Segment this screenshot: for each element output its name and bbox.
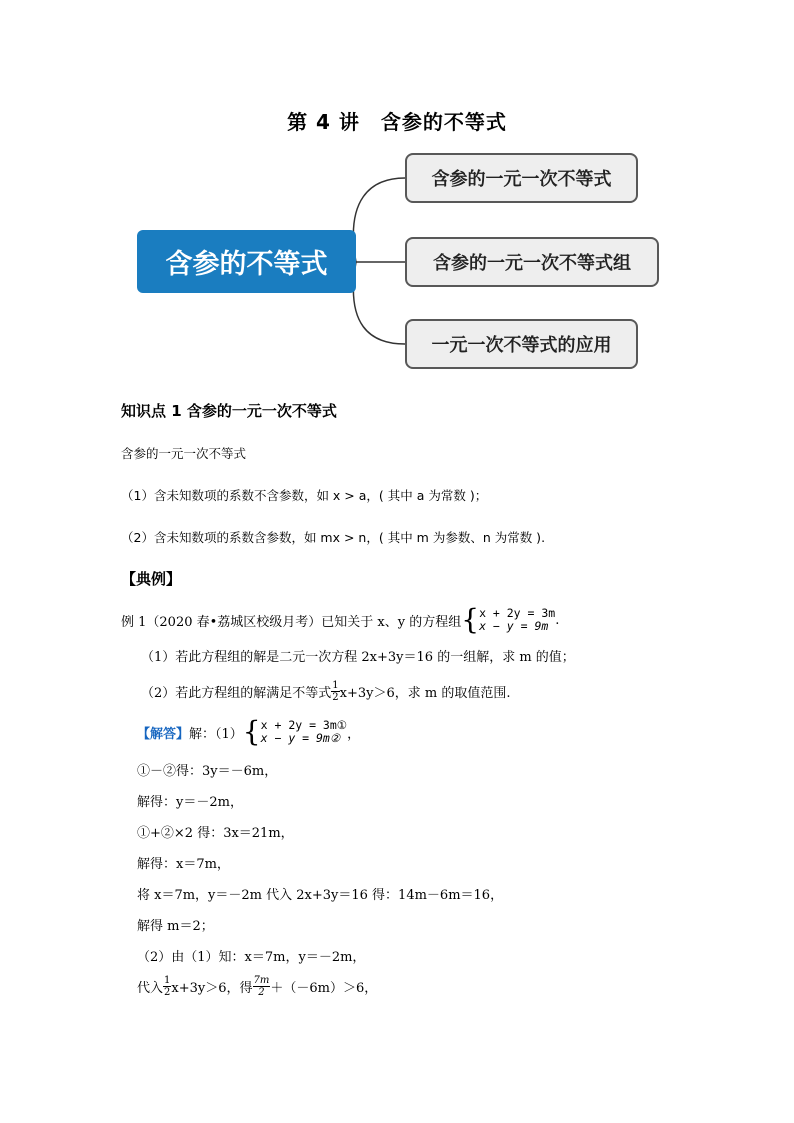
example-intro-line (121, 603, 560, 636)
fraction-half (331, 680, 339, 703)
solution-line-4: 解得：x＝7m， (137, 857, 230, 872)
solution-line-8-pre: 代入 (137, 981, 164, 996)
solution-line-2: 解得：y＝－2m， (137, 795, 243, 810)
fraction-numerator: 1 (164, 975, 171, 986)
solution-label: 【解答】 (137, 726, 190, 742)
system-brace: { (461, 603, 480, 636)
example-intro-text: 例 1（2020 春•荔城区校级月考）已知关于 x、y 的方程组 (121, 614, 462, 630)
fraction-denominator: 2 (258, 987, 265, 998)
fraction-numerator: 7m (253, 975, 270, 986)
example-heading: 【典例】 (121, 570, 182, 588)
system-equation-1: x + 2y = 3m (479, 606, 556, 620)
knowledge-item-1: （1）含未知数项的系数不含参数，如 x > a，( 其中 a 为常数 )； (121, 488, 488, 503)
mindmap-center-node: 含参的不等式 (137, 230, 356, 293)
solution-jie: 解：（1） (189, 726, 243, 742)
solution-line-6: 解得 m＝2； (137, 919, 214, 934)
solution-line-3: ①+②×2 得：3x＝21m， (137, 826, 294, 841)
fraction-seven-m (253, 975, 271, 998)
solution-start-line (137, 715, 361, 748)
mindmap-connectors (0, 0, 794, 400)
question-2-pre: （2）若此方程组的解满足不等式 (141, 686, 332, 701)
fraction-denominator: 2 (332, 692, 339, 703)
solution-line-1: ①－②得：3y＝－6m， (137, 764, 278, 779)
period: . (555, 612, 560, 628)
comma: ， (347, 726, 361, 742)
solution-equation-1: x + 2y = 3m① (260, 718, 348, 732)
solution-system-brace: { (242, 715, 261, 748)
knowledge-point-title: 知识点 1 含参的一元一次不等式 (121, 402, 337, 420)
solution-equation-system (261, 719, 347, 745)
question-1: （1）若此方程组的解是二元一次方程 2x+3y＝16 的一组解，求 m 的值； (141, 650, 575, 665)
connector-bottom (353, 262, 405, 344)
system-equation-2: x − y = 9m (479, 619, 549, 633)
fraction-denominator: 2 (164, 987, 171, 998)
solution-equation-2: x − y = 9m② (260, 731, 341, 745)
solution-line-8 (137, 975, 377, 998)
question-2-post: x+3y＞6，求 m 的取值范围. (339, 686, 511, 701)
knowledge-item-2: （2）含未知数项的系数含参数，如 mx > n，( 其中 m 为参数、n 为常数 ). (121, 530, 546, 545)
solution-line-5: 将 x＝7m，y＝－2m 代入 2x+3y＝16 得：14m－6m＝16， (137, 888, 504, 903)
fraction-half-2 (163, 975, 171, 998)
mindmap-branch-3: 一元一次不等式的应用 (405, 319, 638, 369)
connector-top (353, 178, 405, 262)
solution-line-8-post: ＋（－6m）＞6， (270, 981, 378, 996)
mindmap-branch-2: 含参的一元一次不等式组 (405, 237, 659, 287)
fraction-numerator: 1 (332, 680, 339, 691)
equation-system (479, 607, 555, 633)
solution-line-7: （2）由（1）知：x＝7m，y＝－2m， (137, 950, 366, 965)
knowledge-point-subtitle: 含参的一元一次不等式 (121, 446, 247, 461)
solution-line-8-mid: x+3y＞6，得 (171, 981, 253, 996)
page-title: 第 4 讲 含参的不等式 (287, 110, 507, 134)
question-2-line (141, 680, 511, 703)
mindmap-branch-1: 含参的一元一次不等式 (405, 153, 638, 203)
